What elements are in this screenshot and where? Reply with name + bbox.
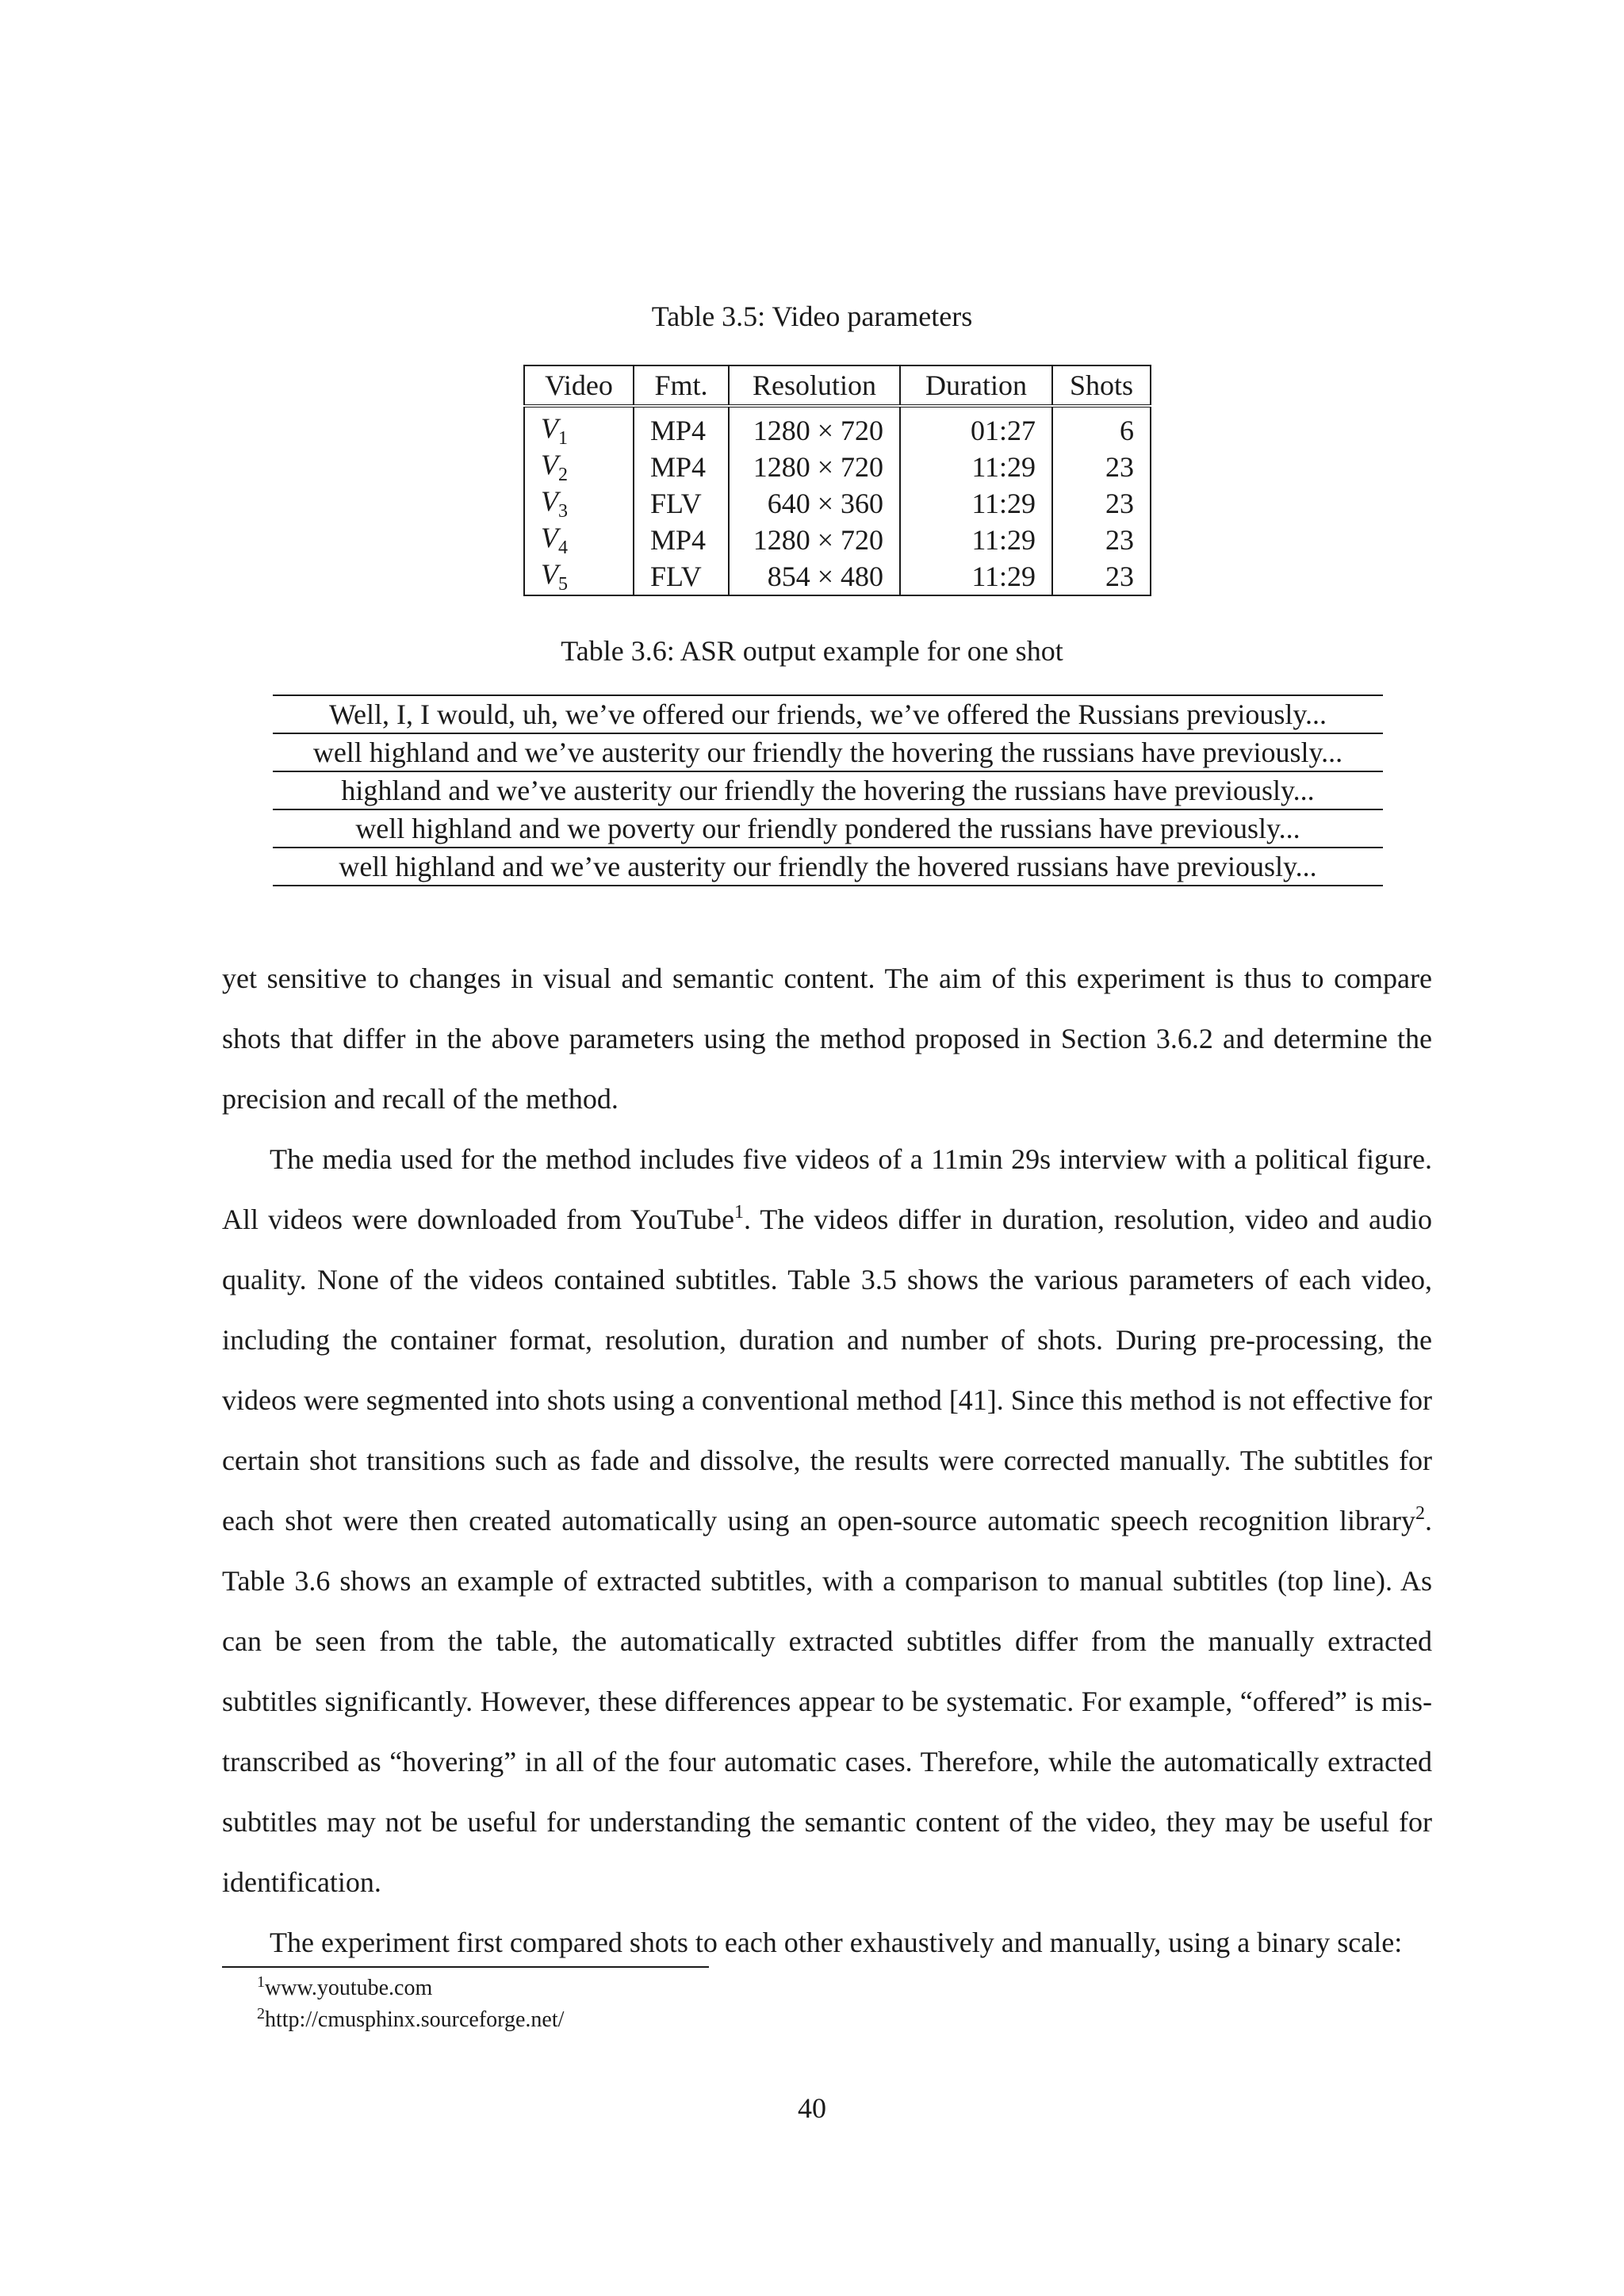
cell-duration: 01:27 xyxy=(900,406,1052,449)
cell-video: $V_2$ xyxy=(524,449,634,485)
paragraph: yet sensitive to changes in visual and semantic content. The aim of this experiment is thus to compare shots that differ in the above parameters using the method proposed in Section 3.6.2 and determine the precision and recall of the method. xyxy=(222,962,1432,1115)
cell-shots: 23 xyxy=(1052,558,1151,595)
asr-transcript-cell: well highland and we’ve austerity our friendly the hovered russians have previously... xyxy=(273,848,1383,886)
cell-video: $V_5$ xyxy=(524,558,634,595)
footnote-text: www.youtube.com xyxy=(265,1976,433,2000)
cell-resolution: 640 × 360 xyxy=(729,485,900,522)
page-number: 40 xyxy=(798,2092,826,2124)
asr-transcript-cell: well highland and we’ve austerity our friendly the hovering the russians have previously... xyxy=(273,733,1383,771)
table-row xyxy=(524,522,1151,558)
table-row xyxy=(273,809,1383,848)
cell-video: $V_4$ xyxy=(524,522,634,558)
paragraph-text: . The videos differ in duration, resolution, video and audio quality. None of the videos contained subtitles. Table 3.5 shows the various parameters of each video, including the container format, resolution, duration and number of shots. During pre-processing, the videos were segmented into shots using a conventional method [41]. Since this method is not effective for certain shot transitions such as fade and dissolve, the results were corrected manually. The subtitles for each shot were then created automatically using an open-source automatic speech recognition library xyxy=(222,1203,1433,1536)
cell-duration: 11:29 xyxy=(900,485,1052,522)
table-row xyxy=(273,733,1383,771)
cell-video: $V_1$ xyxy=(524,406,634,449)
cell-format: FLV xyxy=(634,485,729,522)
paragraph-text: . Table 3.6 shows an example of extracted subtitles, with a comparison to manual subtitles (top line). As can be seen from the table, the automatically extracted subtitles differ from the manually extracted subtitles significantly. However, these differences appear to be systematic. For example, “offered” is mis-transcribed as “hovering” in all of the four automatic cases. Therefore, while the automatically extracted subtitles may not be useful for understanding the semantic content of the video, they may be useful for identification. xyxy=(222,1505,1432,1898)
cell-format: MP4 xyxy=(634,522,729,558)
asr-transcript-cell: Well, I, I would, uh, we’ve offered our friends, we’ve offered the Russians previously... xyxy=(273,695,1383,733)
table-3-6-caption: Table 3.6: ASR output example for one shot xyxy=(561,635,1063,667)
video-parameters-table xyxy=(523,365,1151,596)
cell-shots: 23 xyxy=(1052,449,1151,485)
cell-shots: 6 xyxy=(1052,406,1151,449)
cell-duration: 11:29 xyxy=(900,522,1052,558)
column-header-video: Video xyxy=(524,365,634,406)
cell-format: FLV xyxy=(634,558,729,595)
cell-resolution: 1280 × 720 xyxy=(729,406,900,449)
paragraph: The experiment first compared shots to each other exhaustively and manually, using a binary scale: xyxy=(270,1927,1403,1958)
footnote-mark: 1 xyxy=(257,1973,265,1991)
cell-format: MP4 xyxy=(634,406,729,449)
cell-format: MP4 xyxy=(634,449,729,485)
table-row xyxy=(524,485,1151,522)
column-header-shots: Shots xyxy=(1052,365,1151,406)
footnote-text: http://cmusphinx.sourceforge.net/ xyxy=(265,2007,565,2032)
footnote-rule xyxy=(222,1966,709,1968)
footnote xyxy=(257,1973,433,2001)
cell-video: $V_3$ xyxy=(524,485,634,522)
column-header-format: Fmt. xyxy=(634,365,729,406)
asr-output-table xyxy=(273,695,1383,886)
footnote-mark: 2 xyxy=(257,2005,265,2022)
cell-shots: 23 xyxy=(1052,522,1151,558)
table-row xyxy=(524,558,1151,595)
table-header-row xyxy=(524,365,1151,406)
cell-resolution: 1280 × 720 xyxy=(729,449,900,485)
table-row xyxy=(273,771,1383,809)
body-text xyxy=(222,948,1432,1973)
footnote xyxy=(257,2007,564,2033)
column-header-duration: Duration xyxy=(900,365,1052,406)
footnote-ref: 1 xyxy=(733,1202,744,1223)
table-row xyxy=(273,695,1383,733)
asr-transcript-cell: highland and we’ve austerity our friendly the hovering the russians have previously... xyxy=(273,771,1383,809)
table-row xyxy=(524,449,1151,485)
column-header-resolution: Resolution xyxy=(729,365,900,406)
footnote-ref: 2 xyxy=(1415,1503,1425,1524)
asr-transcript-cell: well highland and we poverty our friendly pondered the russians have previously... xyxy=(273,809,1383,848)
table-row xyxy=(273,848,1383,886)
cell-resolution: 1280 × 720 xyxy=(729,522,900,558)
cell-resolution: 854 × 480 xyxy=(729,558,900,595)
paragraph-text: The media used for the method includes five videos of a 11min 29s interview with a political figure. All videos were downloaded from YouTube xyxy=(222,1143,1432,1235)
cell-shots: 23 xyxy=(1052,485,1151,522)
table-row xyxy=(524,406,1151,449)
paragraph xyxy=(222,1129,1432,1912)
cell-duration: 11:29 xyxy=(900,449,1052,485)
cell-duration: 11:29 xyxy=(900,558,1052,595)
table-3-5-caption: Table 3.5: Video parameters xyxy=(651,300,973,332)
